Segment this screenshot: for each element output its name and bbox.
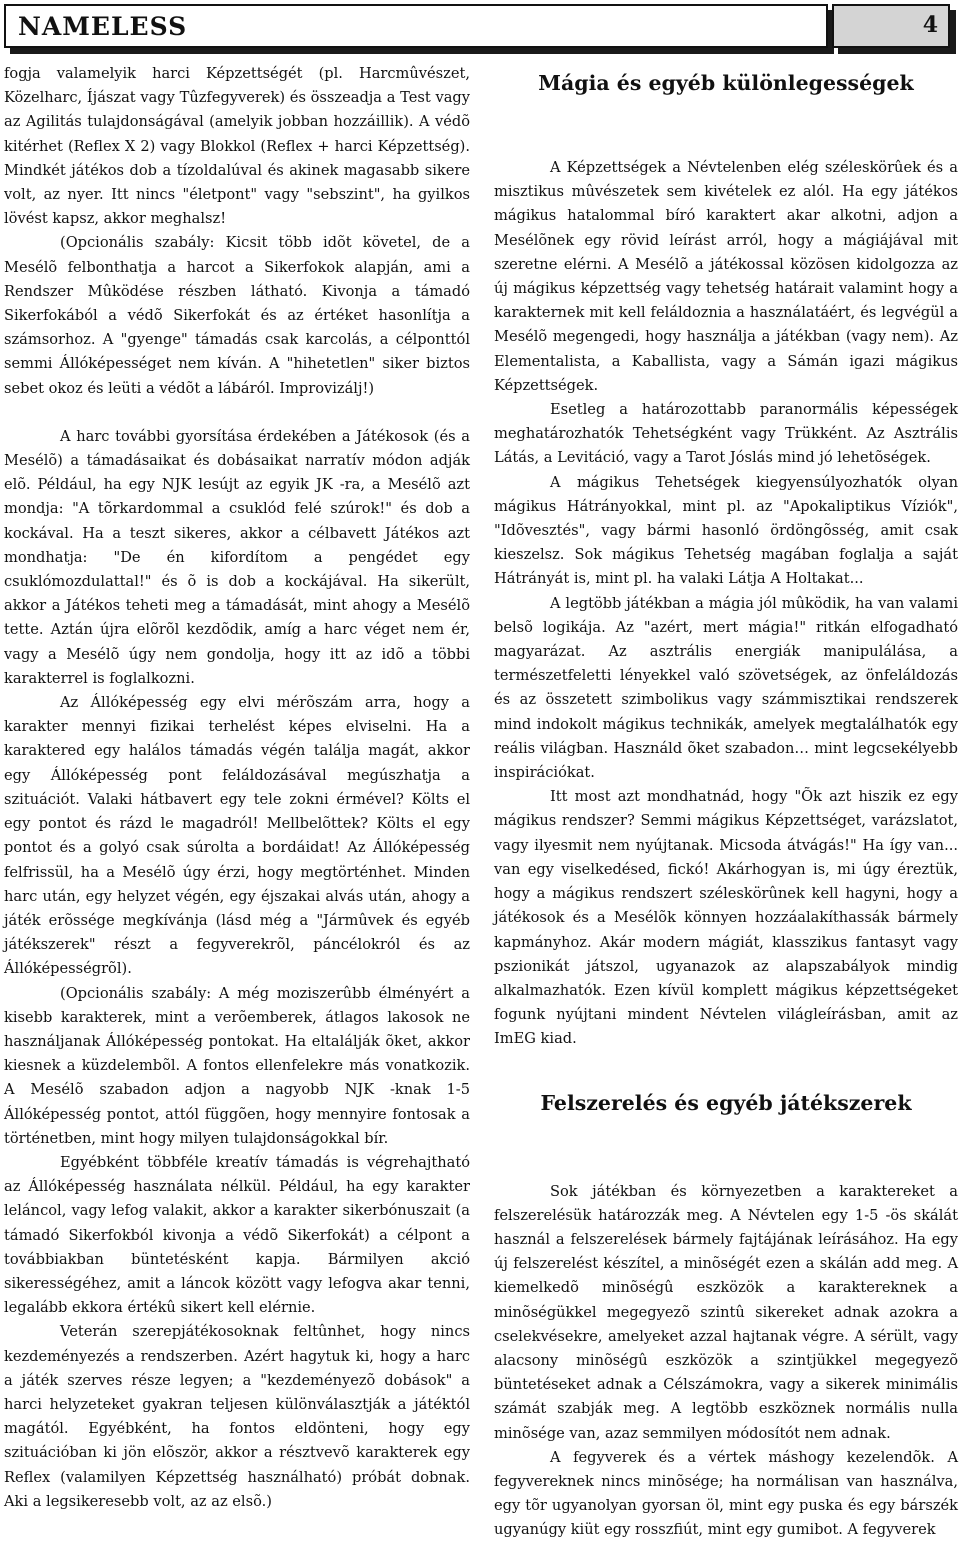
page-number-box bbox=[832, 4, 950, 48]
magic-paragraph-2: Esetleg a határozottabb paranormális képességek meghatározhatók Tehetségként vagy Trükként. Az Asztrális Látás, a Levitáció, vagy a Tarot Jóslás mind jó lehetõségek. bbox=[494, 401, 958, 467]
magic-paragraph-5: Itt most azt mondhatnád, hogy "Õk azt hiszik ez egy mágikus rendszer? Semmi mágikus Képzettséget, varázslatot, vagy ilyesmit nem nyújtanak. Micsoda átvágás!" Ha így van... van egy viselkedésed, fickó! Akárhogyan is, mi úgy éreztük, hogy a mágikus rendszert széleskörûnek kell hagyni, hogy a játékosok és a Mesélõk könnyen hozzáalakíthassák bármely kapmányhoz. Akár modern mágiát, klasszikus fantasyt vagy pszionikát játszol, ugyanazok az alapszabályok mindig alkalmazhatók. Ezen kívül komplett mágikus képzettségeket fogunk nyújtani mindent Névtelen világleírásban, amit az ImEG kiad. bbox=[494, 788, 958, 1048]
page-number: 4 bbox=[922, 12, 938, 38]
left-paragraph-1: fogja valamelyik harci Képzettségét (pl. Harcmûvészet, Közelharc, Íjászat vagy Tûzfegyverek) és összeadja a Test vagy az Agilitás tulajdonságával (amelyik jobban hozzáillik). A védõ kitérhet (Reflex X 2) vagy Blokkol (Reflex + harci Képzettség). Mindkét játékos dob a tízoldalúval és akinek magasabb sikere volt, az nyer. Itt nincs "életpont" vagy "sebszint", ha gyilkos lövést kapsz, akkor meghalsz! bbox=[4, 65, 470, 228]
magic-paragraph-4: A legtöbb játékban a mágia jól mûködik, ha van valami belsõ logikája. Az "azért, mert mágia!" ritkán elfogadható magyarázat. Az asztrális energiák manipulálása, a természetfeletti lényekkel való szövetségek, az önfeláldozás és az összetett szimbolikus vagy számmisztikai rendszerek mind indokolt mágikus technikák, amelyek megtalálhatók egy reális világban. Használd õket szabadon… mint legcsekélyebb inspirációkat. bbox=[494, 594, 958, 782]
header-title: NAMELESS bbox=[18, 12, 188, 41]
left-paragraph-3: A harc további gyorsítása érdekében a Játékosok (és a Mesélõ) a támadásaikat és dobásaikat narratív módon adják elõ. Például, ha egy NJK lesújt az egyik JK -ra, a Mesélõ azt mondja: "A tõrkardommal a csuklód felé szúrok!" és dob a kockával. Ha a teszt sikeres, akkor a célbavett Játékos azt mondhatja: "De én kifordítom a pengédet egy csuklómozdulattal!" és õ is dob a kockájával. Ha sikerült, akkor a Játékos teheti meg a támadását, mint ahogy a Mesélõ tette. Aztán újra elõrõl kezdõdik, amíg a harc véget nem ér, vagy a Mesélõ úgy nem gondolja, hogy itt az idõ a többi karakterrel is foglalkozni. bbox=[4, 427, 470, 687]
section-title-equipment: Felszerelés és egyéb játékszerek bbox=[540, 1090, 912, 1115]
magic-paragraph-1: A Képzettségek a Névtelenben elég széleskörûek és a misztikus mûvészetek sem kivételek ez alól. Ha egy játékos mágikus hatalommal bíró karaktert akar alkotni, adjon a Mesélõnek egy rövid leírást arról, hogy a mágiájával mit szeretne elérni. A Mesélõ a játékossal közösen kidolgozza az új mágikus képzettség vagy tehetség határait valamint hogy a karakternek mit kell feláldoznia a használatáért, és legvégül a Mesélõ megengedi, hogy használja a játékban (vagy nem). Az Elementalista, a Kaballista, vagy a Sámán igazi mágikus Képzettségek. bbox=[494, 159, 958, 394]
magic-paragraph-3: A mágikus Tehetségek kiegyensúlyozhatók olyan mágikus Hátrányokkal, mint pl. az "Apokaliptikus Víziók", "Idõvesztés", vagy bármi hasonló ördöngõsség, amit csak kieszelsz. Sok mágikus Tehetség magában foglalja a saját Hátrányát is, mint pl. ha valaki Látja A Holtakat... bbox=[494, 473, 958, 588]
left-paragraph-4: Az Állóképesség egy elvi mérõszám arra, hogy a karakter mennyi fizikai terhelést képes elviselni. Ha a karaktered egy halálos támadás végén találja magát, akkor egy Állóképesség pont feláldozásával megúszhatja a szituációt. Valaki hátbavert egy tele zokni érmével? Költs el egy pontot és rázd le magadról! Mellbelõttek? Költs el egy pontot és a golyó csak súrolta a bordáidat! Az Állóképesség felfrissül, ha a Mesélõ úgy érzi, hogy megtörténhet. Minden harc után, egy helyzet végén, egy éjszakai alvás után, ahogy a játék erõssége megkívánja (lásd még a "Jármûvek és egyéb játékszerek" részt a fegyverekrõl, páncélokról és az Állóképességrõl). bbox=[4, 694, 470, 978]
left-paragraph-6: Egyébként többféle kreatív támadás is végrehajtható az Állóképesség használata nélkül. Például, ha egy karakter leláncol, vagy lefog valakit, akkor a karakter sikerbónuszait (a támadó Sikerfokból kivonja a védõ Sikerfokát) a célpont a továbbiakban büntetésként kapja. Bármilyen akció sikerességéhez, amit a láncok között vagy lefogva akar tenni, legalább ekkora értékû sikert kell elérnie. bbox=[4, 1153, 470, 1317]
equipment-paragraph-1: Sok játékban és környezetben a karaktereket a felszerelésük határozzák meg. A Névtelen egy 1-5 -ös skálát használ a felszerelések bármely fajtájának leírásához. Ha egy új felszerelést készítel, a minõségét ezen a skálán add meg. A kiemelkedõ minõségû eszközök a karaktereknek a minõségükkel megegyezõ szintû sikereket adnak azokra a cselekvésekre, amelyeket azzal hajtanak végre. A sérült, vagy alacsony minõségû eszközök a szintjükkel megegyezõ büntetéseket adnak a Célszámokra, vagy a sikerek minimális számát szabják meg. A legtöbb eszköznek normális nulla minõsége van, azaz semmilyen módosítót nem adnak. bbox=[494, 1182, 958, 1442]
equipment-paragraph-2: A fegyverek és a vértek máshogy kezelendõk. A fegyvereknek nincs minõsége; ha normálisan van használva, egy tõr ugyanolyan gyorsan öl, mint egy puska és egy bárszék ugyanúgy kiüt egy rosszfiút, mint egy gumibot. A fegyverek bbox=[494, 1448, 958, 1539]
left-paragraph-5: (Opcionális szabály: A még moziszerûbb élményért a kisebb karakterek, mint a verõemberek, átlagos lakosok ne használjanak Állóképesség pontokat. Ha eltalálják õket, akkor kiesnek a küzdelembõl. A fontos ellenfelekre más vonatkozik. A Mesélõ szabadon adjon a nagyobb NJK -knak 1-5 Állóképesség pontot, attól függõen, hogy mennyire fontosak a történetben, mint hogy milyen tulajdonságokkal bír. bbox=[4, 984, 470, 1147]
section-title-magic: Mágia és egyéb különlegességek bbox=[538, 71, 914, 95]
right-column bbox=[494, 62, 958, 1543]
running-header bbox=[4, 4, 828, 48]
left-paragraph-7: Veterán szerepjátékosoknak feltûnhet, hogy nincs kezdeményezés a rendszerben. Azért hagytuk ki, hogy a harc a játék szerves része legyen; a "kezdeményezõ dobások" a harci helyzeteket gyakran teljesen különválasztják a játéktól magától. Egyébként, ha fontos eldönteni, hogy egy szituációban ki jön elõször, akkor a résztvevõ karakterek egy Reflex (valamilyen Képzettség használható) próbát dobnak. Aki a legsikeresebb volt, az az elsõ.) bbox=[4, 1323, 470, 1510]
left-column bbox=[4, 62, 470, 1514]
left-paragraph-2: (Opcionális szabály: Kicsit több idõt követel, de a Mesélõ felbonthatja a harcot a Sikerfokok alapján, ami a Rendszer Mûködése részben látható. Kivonja a támadó Sikerfokából a védõ Sikerfokát és az értéket hasonlítja a számsorhoz. A "gyenge" támadás csak karcolás, a célponttól semmi Állóképességet nem kíván. A "hihetetlen" siker biztos sebet okoz és leüti a védõt a lábáról. Improvizálj!) bbox=[4, 234, 470, 397]
